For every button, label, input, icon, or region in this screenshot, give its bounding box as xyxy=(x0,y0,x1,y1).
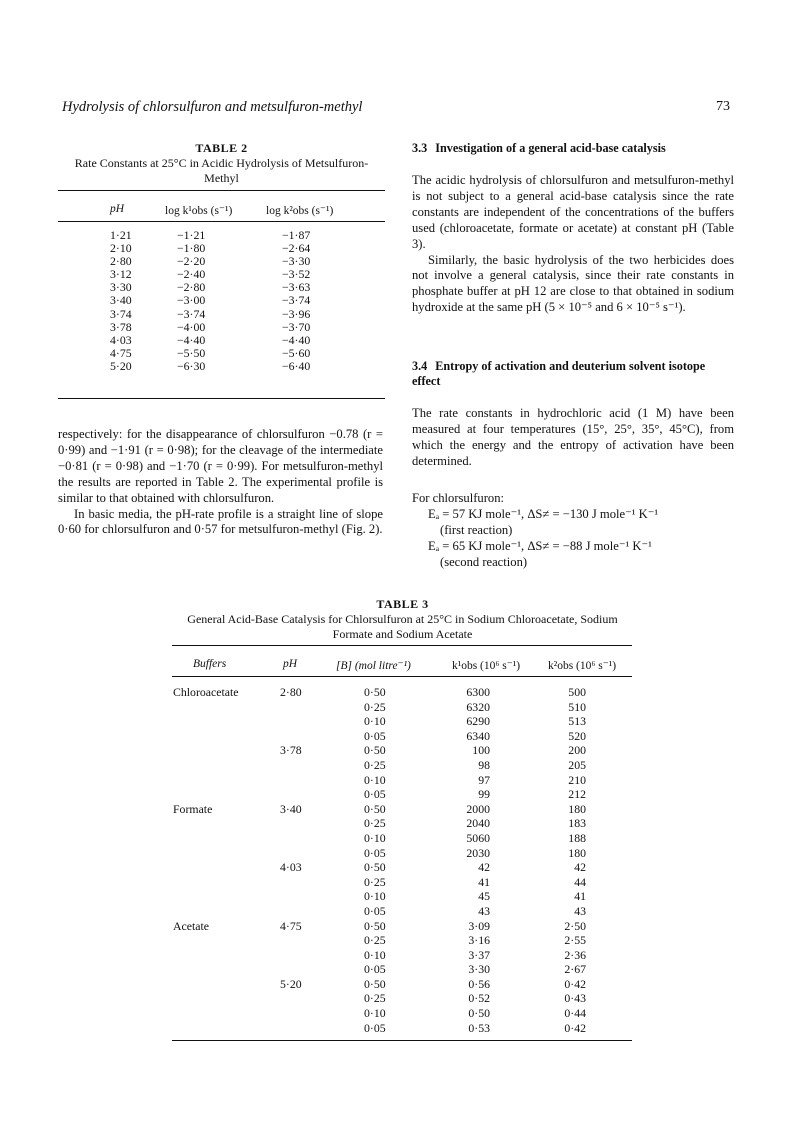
table-cell: 3·30 xyxy=(468,962,490,977)
table-cell: 0·10 xyxy=(364,830,386,845)
table-cell xyxy=(173,773,239,788)
table-cell: 2·67 xyxy=(564,962,586,977)
table-cell: 0·05 xyxy=(364,1020,386,1035)
table-cell xyxy=(173,816,239,831)
equation-2-note: (second reaction) xyxy=(440,554,528,569)
table3-col-k1 xyxy=(440,685,490,1035)
table-cell: 6320 xyxy=(466,699,490,714)
table-cell: 3·74 xyxy=(110,306,132,321)
table-cell: 3·12 xyxy=(110,267,132,282)
section-3-3-body xyxy=(412,173,734,316)
table-cell: 3·40 xyxy=(110,293,132,308)
table3-header-buffers: Buffers xyxy=(193,658,227,670)
equation-2: Eₐ = 65 KJ mole⁻¹, ΔS≠ = −88 J mole⁻¹ K⁻¹ xyxy=(428,538,652,553)
table-cell: 4·75 xyxy=(110,345,132,360)
table-cell: −6·30 xyxy=(177,358,206,373)
table-cell: 3·30 xyxy=(110,280,132,295)
table-cell: 41 xyxy=(478,874,490,889)
table-cell: 180 xyxy=(568,801,586,816)
table-cell: −5·60 xyxy=(282,345,311,360)
left-paragraph-1: respectively: for the disappearance of chlorsulfuron −0.78 (r = 0·99) and −1·91 (r = 0·98); for the cleavage of the intermediate −0·81 (r = 0·98) and −1·70 (r = 0·99). For metsulfuron-methyl the results are reported in Table 2. The experimental profile is similar to that obtained with chlorsulfuron. xyxy=(58,427,383,505)
table-cell: 44 xyxy=(574,874,586,889)
table-cell: −3·00 xyxy=(177,293,206,308)
table-cell: 0·10 xyxy=(364,947,386,962)
table-cell: −3·52 xyxy=(282,267,311,282)
table-cell: 0·42 xyxy=(564,976,586,991)
table-cell xyxy=(173,714,239,729)
table-cell xyxy=(280,1021,302,1036)
table3-header-k2: k²obs (10⁶ s⁻¹) xyxy=(548,660,617,672)
table-cell: 6300 xyxy=(466,685,490,699)
table-cell: 0·05 xyxy=(364,787,386,802)
table3-caption xyxy=(170,597,635,642)
table-cell xyxy=(280,846,302,861)
section-3-4-title: Entropy of activation and deuterium solvent isotope effect xyxy=(412,359,706,388)
table-cell: −4·40 xyxy=(177,332,206,347)
table-cell: 43 xyxy=(574,903,586,918)
table-cell: 45 xyxy=(478,889,490,904)
table-cell: 2·55 xyxy=(564,933,586,948)
table-cell: 3·37 xyxy=(468,947,490,962)
table-cell: 0·50 xyxy=(364,918,386,933)
table-cell: 210 xyxy=(568,772,586,787)
table-cell: 5060 xyxy=(466,830,490,845)
table-cell: 0·10 xyxy=(364,714,386,729)
table2-top-rule xyxy=(58,190,385,191)
table-cell: 0·05 xyxy=(364,962,386,977)
table-cell: −3·63 xyxy=(282,280,311,295)
table-cell: 4·75 xyxy=(280,918,302,933)
table-cell xyxy=(280,875,302,890)
table3-col-k2 xyxy=(548,685,586,1035)
table2-header-rule xyxy=(58,221,385,222)
table-cell: −3·30 xyxy=(282,254,311,269)
table-cell xyxy=(280,962,302,977)
table-cell xyxy=(280,1006,302,1021)
table-cell xyxy=(280,948,302,963)
table-cell: 510 xyxy=(568,699,586,714)
section-3-4-body xyxy=(412,406,734,470)
table2-label: TABLE 2 xyxy=(195,141,248,155)
table-cell: 520 xyxy=(568,728,586,743)
table2-header-logk2: log k²obs (s⁻¹) xyxy=(266,205,334,217)
table-cell: 5·20 xyxy=(280,976,302,991)
table2-caption-text: Rate Constants at 25°C in Acidic Hydrolysis of Metsulfuron-Methyl xyxy=(74,156,369,185)
table-cell xyxy=(280,714,302,729)
section-3-3-paragraph-2: Similarly, the basic hydrolysis of the two herbicides does not involve a general catalysis, since their rate constants in phosphate buffer at pH 12 are close to that obtained in sodium hydroxide at the same pH (5 × 10⁻⁵ and 6 × 10⁻⁵ s⁻¹). xyxy=(412,252,734,315)
table-cell: 0·25 xyxy=(364,933,386,948)
table-cell xyxy=(280,758,302,773)
table3-col-buffers xyxy=(173,685,239,1035)
table-cell: −3·74 xyxy=(177,306,206,321)
table-cell xyxy=(173,700,239,715)
equation-1-note: (first reaction) xyxy=(440,522,513,537)
table-cell: 100 xyxy=(472,743,490,758)
section-3-4-heading xyxy=(412,359,734,389)
table-cell xyxy=(173,889,239,904)
table2-bottom-rule xyxy=(58,398,385,399)
table-cell: 97 xyxy=(478,772,490,787)
running-title: Hydrolysis of chlorsulfuron and metsulfuron-methyl xyxy=(62,99,363,115)
equation-1: Eₐ = 57 KJ mole⁻¹, ΔS≠ = −130 J mole⁻¹ K⁻¹ xyxy=(428,506,659,521)
table-cell: 0·50 xyxy=(364,801,386,816)
table3-caption-text: General Acid-Base Catalysis for Chlorsulfuron at 25°C in Sodium Chloroacetate, Sodium Formate and Sodium Acetate xyxy=(187,612,618,641)
table-cell: 2·80 xyxy=(110,254,132,269)
table-cell xyxy=(173,977,239,992)
left-paragraph-2: In basic media, the pH-rate profile is a straight line of slope 0·60 for chlorsulfuron and 0·57 for metsulfuron-methyl (Fig. 2). xyxy=(58,506,383,537)
table-cell: 2040 xyxy=(466,816,490,831)
table-cell: 0·56 xyxy=(468,976,490,991)
table-cell xyxy=(173,962,239,977)
table-cell: −2·64 xyxy=(282,241,311,256)
table-cell xyxy=(280,729,302,744)
table-cell: 0·50 xyxy=(364,860,386,875)
table-cell xyxy=(280,773,302,788)
table-cell: 42 xyxy=(478,860,490,875)
activation-values xyxy=(412,491,734,571)
table-cell: 183 xyxy=(568,816,586,831)
table-cell: 0·05 xyxy=(364,728,386,743)
table2-col-logk2 xyxy=(282,229,310,373)
table-cell xyxy=(280,816,302,831)
table-cell: 2000 xyxy=(466,801,490,816)
table-cell xyxy=(280,933,302,948)
table-cell: 0·25 xyxy=(364,874,386,889)
table-cell xyxy=(173,758,239,773)
table-cell: 98 xyxy=(478,757,490,772)
for-chlorsulfuron-line: For chlorsulfuron: xyxy=(412,491,504,505)
table-cell: −3·74 xyxy=(282,293,311,308)
table-cell xyxy=(173,787,239,802)
table-cell: 200 xyxy=(568,743,586,758)
table-cell xyxy=(280,889,302,904)
table-cell: 3·09 xyxy=(468,918,490,933)
table-cell: 2030 xyxy=(466,845,490,860)
table-cell xyxy=(280,991,302,1006)
table-cell: 3·78 xyxy=(110,319,132,334)
table-cell: −1·87 xyxy=(282,228,311,242)
table-cell: 3·16 xyxy=(468,933,490,948)
table-cell: 0·10 xyxy=(364,1006,386,1021)
table-cell: −1·21 xyxy=(177,228,206,242)
table-cell: 0·50 xyxy=(468,1006,490,1021)
table-cell xyxy=(173,1021,239,1036)
table-cell: 212 xyxy=(568,787,586,802)
table-cell: −4·40 xyxy=(282,332,311,347)
table2-col-ph xyxy=(110,229,132,373)
table-cell: −2·40 xyxy=(177,267,206,282)
table3-header-rule xyxy=(172,676,632,677)
table-cell: 0·10 xyxy=(364,889,386,904)
table-cell xyxy=(280,831,302,846)
section-3-4-paragraph-1: The rate constants in hydrochloric acid (1 M) have been measured at four temperatures (15°, 25°, 35°, 45°C), from which the energy and the entropy of activation have been determined. xyxy=(412,406,734,468)
table-cell: 0·53 xyxy=(468,1020,490,1035)
table-cell: 0·44 xyxy=(564,1006,586,1021)
table-cell: Chloroacetate xyxy=(173,685,239,699)
table-cell: −3·70 xyxy=(282,319,311,334)
table2-header-logk1: log k¹obs (s⁻¹) xyxy=(165,205,233,217)
table3-header-conc: [B] (mol litre⁻¹) xyxy=(336,660,411,672)
table-cell: −2·20 xyxy=(177,254,206,269)
table-cell: −3·96 xyxy=(282,306,311,321)
table-cell: −1·80 xyxy=(177,241,206,256)
table-cell: 0·43 xyxy=(564,991,586,1006)
table-cell: 4·03 xyxy=(280,860,302,875)
table-cell: 0·05 xyxy=(364,903,386,918)
table-cell: 0·05 xyxy=(364,845,386,860)
table-cell xyxy=(173,933,239,948)
table-cell: 0·25 xyxy=(364,757,386,772)
table-cell: Acetate xyxy=(173,918,210,933)
table-cell: 0·25 xyxy=(364,699,386,714)
table-cell xyxy=(173,1006,239,1021)
left-text xyxy=(58,427,383,538)
table-cell: 2·80 xyxy=(280,685,302,699)
table-cell: 6340 xyxy=(466,728,490,743)
table-cell: 5·20 xyxy=(110,358,132,373)
table-cell: −4·00 xyxy=(177,319,206,334)
table-cell: 0·25 xyxy=(364,816,386,831)
table-cell: 180 xyxy=(568,845,586,860)
table3-label: TABLE 3 xyxy=(376,597,429,611)
table3-header-ph: pH xyxy=(283,658,298,670)
table3-col-conc xyxy=(364,685,386,1035)
table-cell: −2·80 xyxy=(177,280,206,295)
table-cell xyxy=(280,787,302,802)
table3-top-rule xyxy=(172,645,632,646)
table-cell: 2·10 xyxy=(110,241,132,256)
table-cell: 0·42 xyxy=(564,1020,586,1035)
table-cell: 0·50 xyxy=(364,743,386,758)
table-cell: 2·50 xyxy=(564,918,586,933)
table-cell xyxy=(173,875,239,890)
table-cell: Formate xyxy=(173,801,213,816)
table-cell xyxy=(280,904,302,919)
table-cell: 205 xyxy=(568,757,586,772)
table2-col-logk1 xyxy=(177,229,205,373)
table3-bottom-rule xyxy=(172,1040,632,1041)
section-3-3-number: 3.3 xyxy=(412,141,428,155)
section-3-3-heading xyxy=(412,141,732,156)
table-cell: 1·21 xyxy=(110,228,132,242)
table-cell: −6·40 xyxy=(282,358,311,373)
table-cell: 0·50 xyxy=(364,685,386,699)
table-cell: 4·03 xyxy=(110,332,132,347)
table-cell: 3·40 xyxy=(280,801,302,816)
table-cell: 0·10 xyxy=(364,772,386,787)
table3-col-ph xyxy=(280,685,302,1035)
table-cell xyxy=(173,831,239,846)
table-cell: 0·50 xyxy=(364,976,386,991)
section-3-3-title: Investigation of a general acid-base catalysis xyxy=(435,141,666,155)
table-cell xyxy=(173,743,239,758)
table-cell: −5·50 xyxy=(177,345,206,360)
table-cell: 0·52 xyxy=(468,991,490,1006)
table-cell: 188 xyxy=(568,830,586,845)
table-cell: 43 xyxy=(478,903,490,918)
section-3-3-paragraph-1: The acidic hydrolysis of chlorsulfuron and metsulfuron-methyl is not subject to a general acid-base catalysis since the rate constants are independent of the concentrations of the buffers used (chloroacetate, formate or acetate) at constant pH (Table 3). xyxy=(412,173,734,251)
table-cell: 6290 xyxy=(466,714,490,729)
table3-header-k1: k¹obs (10⁶ s⁻¹) xyxy=(452,660,521,672)
table-cell: 3·78 xyxy=(280,743,302,758)
table-cell: 500 xyxy=(568,685,586,699)
table-cell: 513 xyxy=(568,714,586,729)
table-cell xyxy=(173,948,239,963)
table-cell xyxy=(173,846,239,861)
page-number: 73 xyxy=(716,99,730,114)
table-cell: 42 xyxy=(574,860,586,875)
table-cell: 2·36 xyxy=(564,947,586,962)
table2-caption xyxy=(58,141,385,186)
table-cell xyxy=(173,904,239,919)
table-cell: 41 xyxy=(574,889,586,904)
table-cell: 99 xyxy=(478,787,490,802)
table-cell xyxy=(173,991,239,1006)
table-cell xyxy=(280,700,302,715)
table-cell xyxy=(173,729,239,744)
table2-header-ph: pH xyxy=(110,203,125,215)
table-cell xyxy=(173,860,239,875)
section-3-4-number: 3.4 xyxy=(412,359,428,373)
table-cell: 0·25 xyxy=(364,991,386,1006)
